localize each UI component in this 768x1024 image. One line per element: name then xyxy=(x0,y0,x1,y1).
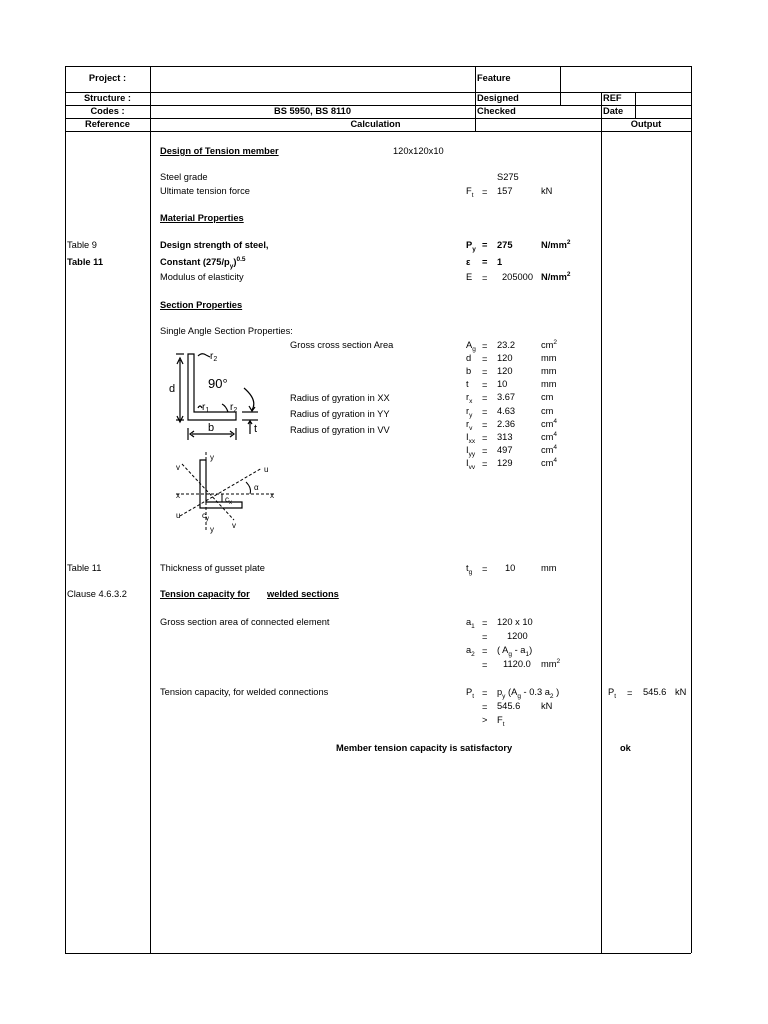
section-prop-symbol: t xyxy=(466,379,469,390)
section-prop-value: 3.67 xyxy=(497,392,516,403)
a1-symbol: $a_1$ xyxy=(466,617,475,630)
pt-eq2: = xyxy=(482,702,488,712)
border-bottom xyxy=(65,953,691,954)
section-prop-symbol: $r_y$ xyxy=(466,405,473,419)
rvv-label: Radius of gyration in VV xyxy=(290,425,390,435)
conclusion-text: Member tension capacity is satisfactory xyxy=(336,743,513,753)
ult-force-label: Ultimate tension force xyxy=(160,186,250,196)
section-prop-value: 4.63 xyxy=(497,405,516,416)
e-eq: = xyxy=(482,273,488,283)
ref-table-11-gusset: Table 11 xyxy=(67,563,102,573)
fig2-cx: $c_x$ xyxy=(225,495,232,506)
ft-symbol: $F_t$ xyxy=(466,186,474,199)
pt-unit: kN xyxy=(541,701,553,711)
a2-eq2: = xyxy=(482,660,488,670)
section-prop-value: 10 xyxy=(497,379,508,390)
row-line-4 xyxy=(65,131,691,132)
rxx-label: Radius of gyration in XX xyxy=(290,393,390,403)
border-top xyxy=(65,66,691,67)
project-label: Project : xyxy=(88,73,127,83)
output-pt-value: 545.6 xyxy=(643,687,667,697)
a2-expr: ( $A_g - a_1$) xyxy=(497,645,533,658)
section-prop-eq: = xyxy=(482,367,488,378)
section-prop-symbol: b xyxy=(466,366,472,377)
gross-area-label: Gross cross section Area xyxy=(290,340,394,350)
section-prop-eq: = xyxy=(482,445,488,456)
a1-value: 1200 xyxy=(507,631,528,641)
section-prop-symbol: $I_{vv}$ xyxy=(466,457,476,471)
section-prop-unit: $cm^4$ xyxy=(541,430,558,442)
eps-symbol: ε xyxy=(466,257,471,267)
fig1-t-label: t xyxy=(254,423,258,435)
eps-eq: = xyxy=(482,257,488,267)
date-label: Date xyxy=(603,106,624,116)
py-eq: = xyxy=(482,240,488,250)
fig2-v-top: v xyxy=(176,463,180,472)
py-symbol: $P_y$ xyxy=(466,240,476,253)
ref-clause: Clause 4.6.3.2 xyxy=(67,589,127,599)
gusset-value: 10 xyxy=(505,563,516,573)
section-prop-unit: mm xyxy=(541,379,557,390)
section-prop-eq: = xyxy=(482,406,488,417)
design-section: 120x120x10 xyxy=(393,146,444,156)
section-prop-symbol: $r_x$ xyxy=(466,392,473,406)
section-prop-unit: mm xyxy=(541,366,557,377)
section-prop-eq: = xyxy=(482,380,488,391)
angle-axes-figure xyxy=(170,452,282,534)
pt-symbol: $P_t$ xyxy=(466,687,475,700)
ft-unit: kN xyxy=(541,186,553,196)
section-prop-symbol: $A_g$ xyxy=(466,340,476,353)
section-prop-unit: $cm^2$ xyxy=(541,338,558,350)
section-prop-value: 120 xyxy=(497,353,513,364)
fig1-r2b-label: $r_2$ xyxy=(230,402,238,414)
section-prop-unit: $cm^4$ xyxy=(541,417,558,429)
angle-dimension-figure xyxy=(162,344,282,444)
ref-table-11: Table 11 xyxy=(67,257,104,267)
gusset-label: Thickness of gusset plate xyxy=(160,563,265,573)
reference-column-header: Reference xyxy=(85,119,130,129)
ft-eq: = xyxy=(482,187,488,197)
a1-eq2: = xyxy=(482,632,488,642)
py-label: Design strength of steel, xyxy=(160,240,269,250)
section-prop-value: 120 xyxy=(497,366,513,377)
a2-unit: $mm^2$ xyxy=(541,657,561,669)
section-heading: Section Properties xyxy=(160,300,243,310)
section-prop-symbol: d xyxy=(466,353,472,364)
ft-value: 157 xyxy=(497,186,513,196)
steel-grade-label: Steel grade xyxy=(160,172,208,182)
fig1-b-label: b xyxy=(208,422,215,434)
a2-value: 1120.0 xyxy=(503,659,531,669)
fig1-r1-label: $r_1$ xyxy=(202,402,210,414)
steel-grade-value: S275 xyxy=(497,172,519,182)
output-ok: ok xyxy=(620,743,631,753)
ryy-label: Radius of gyration in YY xyxy=(290,409,390,419)
tension-heading-b: welded sections xyxy=(267,589,339,599)
fig2-u-bottom: u xyxy=(176,511,181,520)
section-prop-unit: $cm^4$ xyxy=(541,443,558,455)
fig1-d-label: d xyxy=(169,383,176,395)
col-line-output xyxy=(601,92,602,953)
fig2-y-bottom: y xyxy=(210,525,214,534)
fig1-angle-label: 90° xyxy=(208,376,228,391)
py-unit: $N/mm^2$ xyxy=(541,238,571,250)
section-prop-symbol: $r_v$ xyxy=(466,418,473,432)
gusset-symbol: $t_g$ xyxy=(466,563,473,576)
output-pt-unit: kN xyxy=(675,687,687,697)
eps-label: Constant $(275/p_y)^{0.5}$ xyxy=(160,255,246,270)
codes-label: Codes : xyxy=(90,106,125,116)
checked-label: Checked xyxy=(477,106,516,116)
section-prop-unit: mm xyxy=(541,353,557,364)
border-right xyxy=(691,66,692,953)
output-pt-eq: = xyxy=(627,688,633,698)
gusset-unit: mm xyxy=(541,563,557,573)
tension-capacity-label: Tension capacity, for welded connections xyxy=(160,687,329,697)
section-prop-eq: = xyxy=(482,341,488,351)
pt-value: 545.6 xyxy=(497,701,521,711)
a2-symbol: $a_2$ xyxy=(466,645,475,658)
structure-label: Structure : xyxy=(83,93,131,103)
e-label: Modulus of elasticity xyxy=(160,272,244,282)
fig2-x-left: x xyxy=(176,491,180,500)
section-prop-value: 2.36 xyxy=(497,418,516,429)
py-value: 275 xyxy=(497,240,513,250)
section-prop-value: 23.2 xyxy=(497,340,516,350)
pt-expr: $p_y$ ($A_g - 0.3$ $a_2$ ) xyxy=(497,687,560,700)
design-title: Design of Tension member xyxy=(160,146,279,156)
border-left xyxy=(65,66,66,953)
section-prop-eq: = xyxy=(482,458,488,469)
gusset-eq: = xyxy=(482,564,488,574)
section-prop-value: 497 xyxy=(497,444,513,455)
ref-table-9: Table 9 xyxy=(67,240,97,250)
a1-eq: = xyxy=(482,618,488,628)
section-prop-eq: = xyxy=(482,354,488,365)
eps-value: 1 xyxy=(497,257,503,267)
compare-ft: $F_t$ xyxy=(497,715,505,728)
pt-eq: = xyxy=(482,688,488,698)
fig2-u-top: u xyxy=(264,465,269,474)
row-line-1 xyxy=(65,92,691,93)
fig2-alpha: α xyxy=(254,483,259,492)
material-heading: Material Properties xyxy=(160,213,244,223)
section-prop-symbol: $I_{xx}$ xyxy=(466,431,476,445)
gross-connected-label: Gross section area of connected element xyxy=(160,617,330,627)
section-prop-eq: = xyxy=(482,393,488,404)
col-line-reference xyxy=(150,66,151,953)
col-line-ref-value xyxy=(635,92,636,118)
e-value: 205000 xyxy=(502,272,534,282)
a2-eq: = xyxy=(482,646,488,656)
section-prop-symbol: $I_{yy}$ xyxy=(466,444,476,458)
section-prop-eq: = xyxy=(482,432,488,443)
section-prop-eq: = xyxy=(482,419,488,430)
tension-heading-a: Tension capacity for xyxy=(160,589,250,599)
e-unit: $N/mm^2$ xyxy=(541,270,571,282)
section-prop-value: 129 xyxy=(497,457,513,468)
fig2-y-top: y xyxy=(210,453,214,462)
output-pt-symbol: $P_t$ xyxy=(608,687,617,700)
codes-value[interactable]: BS 5950, BS 8110 xyxy=(273,106,351,116)
single-angle-label: Single Angle Section Properties: xyxy=(160,326,293,336)
section-prop-unit: $cm^4$ xyxy=(541,456,558,468)
compare-sign: > xyxy=(482,715,488,725)
output-column-header: Output xyxy=(630,119,662,129)
fig2-cy: $c_y$ xyxy=(202,511,209,522)
fig2-v-bottom: v xyxy=(232,521,236,530)
fig2-x-right: x xyxy=(270,491,274,500)
ref-label: REF xyxy=(603,93,622,103)
calculation-column-header: Calculation xyxy=(350,119,401,129)
a1-expr: 120 x 10 xyxy=(497,617,533,627)
e-symbol: E xyxy=(466,272,473,282)
section-prop-value: 313 xyxy=(497,431,513,442)
col-line-feature-value xyxy=(560,66,561,105)
section-prop-unit: cm xyxy=(541,392,554,403)
section-prop-unit: cm xyxy=(541,405,554,416)
designed-label: Designed xyxy=(477,93,519,103)
fig1-r2-label: $r_2$ xyxy=(210,351,218,363)
feature-label: Feature xyxy=(477,73,511,83)
